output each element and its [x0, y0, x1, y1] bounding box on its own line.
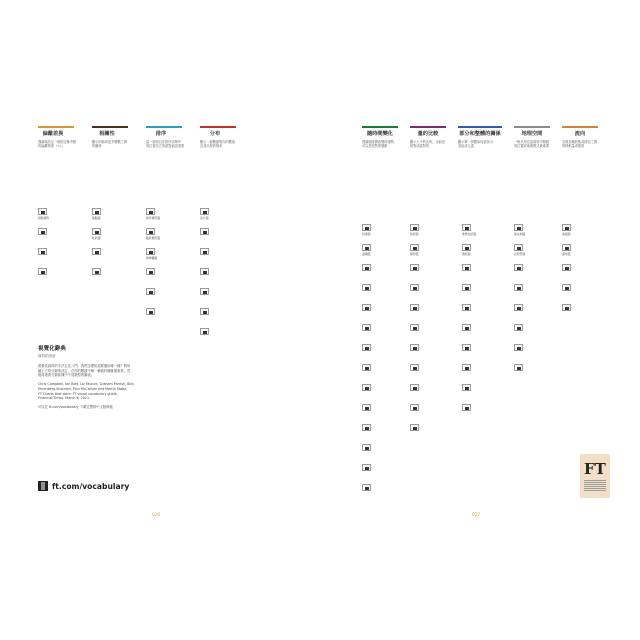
chart-thumb: [462, 244, 471, 251]
chart-thumb-label: 發散條形: [38, 216, 50, 220]
vocabulary-subtitle: 資料的設計: [38, 354, 56, 358]
chart-thumb-label: 柱狀圖: [92, 236, 101, 240]
chart-thumb-label: 比例符號: [514, 252, 526, 256]
column-bar-ranking: [146, 126, 182, 128]
chart-thumb: [410, 344, 419, 351]
column-bar-magnitude: [410, 126, 446, 128]
column-desc-ranking: 當一個項目在排序清單中 的位置比它的絕對值更重要: [146, 140, 185, 149]
column-header-part-to-whole: 部分和整體的關係: [459, 131, 501, 137]
chart-thumb: [562, 284, 571, 291]
chart-thumb-label: 散點圖: [92, 216, 101, 220]
chart-thumb-label: 面積圖: [362, 252, 371, 256]
column-desc-deviation: 強調與設定一個固定參考點 的偏離程度（+/-）: [38, 140, 77, 149]
chart-thumb-label: 直方圖: [200, 216, 209, 220]
chart-thumb: [362, 264, 371, 271]
chart-thumb-label: 基本地圖: [514, 232, 526, 236]
chart-thumb-label: 排序條形圖: [146, 216, 160, 220]
chart-thumb: [410, 384, 419, 391]
chart-thumb: [362, 424, 371, 431]
chart-thumb: [410, 264, 419, 271]
chart-thumb: [362, 404, 371, 411]
vocabulary-text: 視覺化資料的手法五花八門，我們怎麼知道要選用哪一種？利用 圖上方的分類來決定，在你的數據中哪一種資料關係最重要，然 後再查看分類區塊中不同類型的圖表。 Chris Campbell, Ian Bott, Liz Faunce, Graham Parrish, Billy Ehrenberg-Shannon, Paul McCallum and Martin Stabe. FT Charts that work: FT visual vocabulary guide, Financial Times, March 6, 2021. 可以在 ft.com/vocabulary 下載完整的中文版海報: [38, 364, 135, 410]
chart-thumb: [410, 224, 419, 231]
chart-thumb: [38, 208, 47, 215]
chart-thumb-label: 桑基圖: [562, 232, 571, 236]
chart-thumb: [38, 268, 47, 275]
chart-thumb: [146, 228, 155, 235]
chart-thumb: [462, 344, 471, 351]
column-desc-spatial: 一般只用在當資料中精確 的位置或地理模式最重要: [514, 140, 550, 149]
column-header-ranking: 排序: [155, 131, 167, 137]
chart-thumb: [562, 224, 571, 231]
left-page: [20, 124, 310, 528]
chart-thumb: [362, 484, 371, 491]
chart-thumb: [514, 324, 523, 331]
chart-thumb: [462, 264, 471, 271]
chart-thumb: [514, 244, 523, 251]
chart-thumb: [362, 304, 371, 311]
column-bar-deviation: [38, 126, 74, 128]
chart-thumb: [200, 308, 209, 315]
right-page: [330, 124, 620, 528]
chart-thumb: [362, 284, 371, 291]
chart-thumb: [462, 324, 471, 331]
chart-thumb-label: 瀑布圖: [562, 252, 571, 256]
chart-thumb: [362, 444, 371, 451]
ft-logo: [580, 454, 610, 498]
column-header-flow: 流向: [574, 131, 586, 137]
column-desc-magnitude: 顯示大小的比較，可能是 相對或絕對的: [410, 140, 446, 149]
chart-thumb: [462, 304, 471, 311]
column-header-distribution: 分布: [209, 131, 221, 137]
chart-thumb: [462, 384, 471, 391]
column-bar-spatial: [514, 126, 550, 128]
chart-thumb: [200, 208, 209, 215]
chart-thumb: [146, 288, 155, 295]
chart-thumb-label: 折線圖: [362, 232, 371, 236]
column-desc-distribution: 顯示一個數據集內的數值 及其出現的頻率: [200, 140, 236, 149]
chart-thumb: [200, 248, 209, 255]
chart-thumb: [410, 404, 419, 411]
chart-thumb: [514, 264, 523, 271]
page-number-right: 027: [472, 512, 480, 517]
chart-thumb: [146, 208, 155, 215]
chart-thumb: [146, 308, 155, 315]
column-desc-part-to-whole: 顯示單一實體如何被拆分 成組成元素: [458, 140, 494, 149]
chart-thumb-label: 樹狀圖: [462, 252, 471, 256]
chart-thumb: [410, 304, 419, 311]
column-desc-flow: 呈現各種狀態或情況之間 的移動量或強度: [562, 140, 598, 149]
column-bar-part-to-whole: [458, 126, 502, 128]
chart-thumb: [362, 224, 371, 231]
column-header-deviation: 偏離差異: [42, 131, 64, 137]
chart-thumb: [92, 248, 101, 255]
chart-thumb: [410, 244, 419, 251]
ft-logo-text: FT: [584, 460, 606, 478]
chart-thumb: [38, 228, 47, 235]
vocabulary-url: ft.com/vocabulary: [52, 482, 130, 491]
chart-thumb: [562, 264, 571, 271]
chart-thumb: [462, 224, 471, 231]
chart-thumb-label: 條形圖: [410, 252, 419, 256]
chart-thumb-label: 棒棒糖圖: [146, 256, 158, 260]
column-bar-change-over-time: [362, 126, 398, 128]
chart-thumb: [200, 228, 209, 235]
chart-thumb: [362, 464, 371, 471]
chart-thumb: [410, 424, 419, 431]
chart-thumb: [562, 244, 571, 251]
chart-thumb: [146, 268, 155, 275]
column-bar-distribution: [200, 126, 236, 128]
chart-thumb: [362, 364, 371, 371]
column-bar-correlation: [92, 126, 128, 128]
ft-logo-lines: [584, 480, 606, 492]
chart-thumb: [462, 404, 471, 411]
chart-thumb: [362, 324, 371, 331]
chart-thumb: [514, 224, 523, 231]
chart-thumb: [92, 228, 101, 235]
chart-thumb: [38, 248, 47, 255]
chart-thumb: [146, 248, 155, 255]
chart-thumb: [514, 344, 523, 351]
column-desc-correlation: 顯示兩個或更多變數之間 的關係: [92, 140, 128, 149]
chart-thumb: [200, 288, 209, 295]
chart-thumb: [362, 344, 371, 351]
column-header-change-over-time: 隨時間變化: [367, 131, 393, 137]
column-header-magnitude: 量的比較: [417, 131, 439, 137]
page-number-left: 026: [152, 512, 160, 517]
chart-thumb-label: 堆疊柱狀圖: [462, 232, 476, 236]
vocabulary-title: 視覺化辭典: [38, 346, 66, 352]
column-desc-change-over-time: 強調隨時間改變的趨勢， 可以是短暫的變動: [362, 140, 398, 149]
chart-thumb-label: 柱狀圖: [410, 232, 419, 236]
chart-thumb: [514, 304, 523, 311]
chart-thumb: [462, 364, 471, 371]
chart-thumb: [514, 364, 523, 371]
chart-thumb: [410, 324, 419, 331]
chart-thumb: [410, 364, 419, 371]
chart-thumb: [92, 208, 101, 215]
chart-thumb: [410, 284, 419, 291]
column-header-correlation: 相關性: [99, 131, 115, 137]
chart-thumb: [462, 284, 471, 291]
chart-thumb: [200, 268, 209, 275]
chart-thumb: [362, 384, 371, 391]
column-header-spatial: 地理空間: [521, 131, 543, 137]
column-bar-flow: [562, 126, 598, 128]
chart-thumb: [362, 244, 371, 251]
chart-thumb: [514, 284, 523, 291]
chart-thumb-label: 點狀條形圖: [146, 236, 160, 240]
qr-code-icon: [38, 481, 48, 491]
chart-thumb: [92, 268, 101, 275]
chart-thumb: [562, 304, 571, 311]
chart-thumb: [200, 328, 209, 335]
